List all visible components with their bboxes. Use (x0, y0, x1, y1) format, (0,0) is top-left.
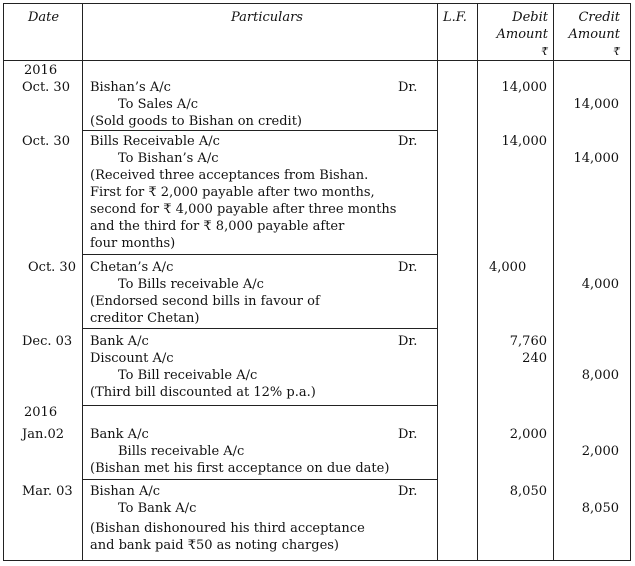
narration-line: (Received three acceptances from Bishan. (90, 168, 369, 183)
debit-amount: 8,050 (509, 484, 547, 499)
entry-divider (82, 405, 438, 406)
narration-line: (Bishan dishonoured his third acceptance (90, 521, 365, 536)
debit-account: Bank A/c (90, 427, 149, 442)
column-divider (82, 3, 83, 561)
credit-amount: 4,000 (581, 277, 619, 292)
credit-account: To Sales A/c (118, 97, 198, 112)
narration-line: and bank paid ₹50 as noting charges) (90, 538, 339, 553)
debit-amount-second: 240 (522, 351, 547, 366)
debit-amount: 4,000 (489, 260, 527, 275)
header-particulars: Particulars (231, 10, 303, 25)
entry-divider (82, 479, 438, 480)
debit-amount: 14,000 (501, 134, 547, 149)
header-date: Date (28, 10, 60, 25)
narration-line: four months) (90, 236, 176, 251)
header-debit-amount: Amount (496, 27, 548, 42)
credit-account: To Bills receivable A/c (118, 277, 264, 292)
dr-marker: Dr. (398, 260, 418, 275)
dr-marker: Dr. (398, 427, 418, 442)
header-lf: L.F. (443, 10, 467, 25)
debit-account-second: Discount A/c (90, 351, 174, 366)
narration-line: First for ₹ 2,000 payable after two months, (90, 185, 375, 200)
credit-account: To Bill receivable A/c (118, 368, 258, 383)
credit-amount: 2,000 (581, 444, 619, 459)
entry-year: 2016 (24, 63, 58, 78)
header-debit-currency: ₹ (541, 45, 548, 58)
dr-marker: Dr. (398, 334, 418, 349)
entry-divider (82, 328, 438, 329)
debit-account: Bills Receivable A/c (90, 134, 220, 149)
narration-line: (Sold goods to Bishan on credit) (90, 114, 303, 129)
narration-line: (Bishan met his first acceptance on due date) (90, 461, 390, 476)
entry-date: Mar. 03 (22, 484, 73, 499)
credit-amount: 14,000 (573, 151, 619, 166)
column-divider (437, 3, 438, 561)
credit-account: To Bishan’s A/c (118, 151, 219, 166)
header-credit-amount: Amount (568, 27, 620, 42)
dr-marker: Dr. (398, 80, 418, 95)
entry-date: Jan.02 (22, 427, 65, 442)
credit-account: Bills receivable A/c (118, 444, 245, 459)
header-divider (3, 60, 631, 61)
entry-divider (82, 130, 438, 131)
header-credit-currency: ₹ (613, 45, 620, 58)
debit-account: Bank A/c (90, 334, 149, 349)
debit-account: Bishan’s A/c (90, 80, 171, 95)
entry-date: Dec. 03 (22, 334, 73, 349)
narration-line: (Third bill discounted at 12% p.a.) (90, 385, 316, 400)
dr-marker: Dr. (398, 484, 418, 499)
narration-line: (Endorsed second bills in favour of (90, 294, 320, 309)
debit-amount: 14,000 (501, 80, 547, 95)
credit-amount: 8,050 (581, 501, 619, 516)
header-credit: Credit (578, 10, 620, 25)
entry-date: Oct. 30 (22, 134, 70, 149)
debit-amount: 7,760 (509, 334, 547, 349)
credit-account: To Bank A/c (118, 501, 197, 516)
narration-line: second for ₹ 4,000 payable after three months (90, 202, 397, 217)
entry-year: 2016 (24, 405, 58, 420)
narration-line: and the third for ₹ 8,000 payable after (90, 219, 345, 234)
entry-date: Oct. 30 (28, 260, 76, 275)
dr-marker: Dr. (398, 134, 418, 149)
debit-account: Bishan A/c (90, 484, 161, 499)
narration-line: creditor Chetan) (90, 311, 200, 326)
credit-amount: 14,000 (573, 97, 619, 112)
credit-amount: 8,000 (581, 368, 619, 383)
entry-date: Oct. 30 (22, 80, 70, 95)
debit-amount: 2,000 (509, 427, 547, 442)
entry-divider (82, 254, 438, 255)
header-debit: Debit (512, 10, 548, 25)
debit-account: Chetan’s A/c (90, 260, 174, 275)
